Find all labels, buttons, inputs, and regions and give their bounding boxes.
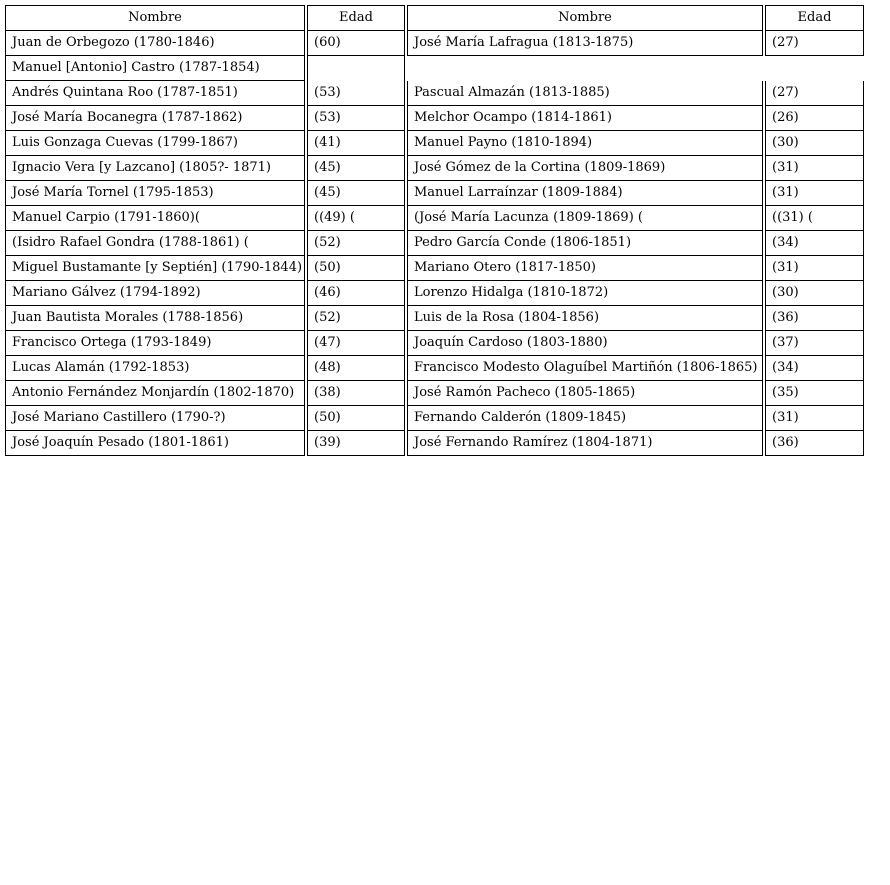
right-age-cell: (27) xyxy=(765,31,864,56)
table-row xyxy=(5,156,864,181)
left-name-cell: Lucas Alamán (1792-1853) xyxy=(5,356,305,381)
right-name-cell: (José María Lacunza (1809-1869) ( xyxy=(407,206,763,231)
right-name-cell: José Gómez de la Cortina (1809-1869) xyxy=(407,156,763,181)
table-row xyxy=(5,381,864,406)
table-row xyxy=(5,181,864,206)
right-age-cell: (27) xyxy=(765,81,864,106)
left-name-cell: José María Bocanegra (1787-1862) xyxy=(5,106,305,131)
left-name-cell: Juan Bautista Morales (1788-1856) xyxy=(5,306,305,331)
left-name-cell: Luis Gonzaga Cuevas (1799-1867) xyxy=(5,131,305,156)
table-row xyxy=(5,56,864,81)
right-name-cell: Manuel Payno (1810-1894) xyxy=(407,131,763,156)
right-age-cell: (26) xyxy=(765,106,864,131)
right-age-cell: (36) xyxy=(765,431,864,456)
table-row xyxy=(5,206,864,231)
left-age-cell: (50) xyxy=(307,406,405,431)
left-age-cell: (52) xyxy=(307,231,405,256)
table-row xyxy=(5,256,864,281)
left-age-cell: (53) xyxy=(307,81,405,106)
right-name-cell: Pascual Almazán (1813-1885) xyxy=(407,81,763,106)
left-name-cell: (Isidro Rafael Gondra (1788-1861) ( xyxy=(5,231,305,256)
left-name-cell: Juan de Orbegozo (1780-1846) xyxy=(5,31,305,56)
header-nombre-left: Nombre xyxy=(5,5,305,31)
right-name-cell: Fernando Calderón (1809-1845) xyxy=(407,406,763,431)
left-age-cell xyxy=(307,56,405,81)
table-row xyxy=(5,106,864,131)
left-name-cell: Miguel Bustamante [y Septién] (1790-1844) xyxy=(5,256,305,281)
left-name-cell: Ignacio Vera [y Lazcano] (1805?- 1871) xyxy=(5,156,305,181)
left-name-cell: Antonio Fernández Monjardín (1802-1870) xyxy=(5,381,305,406)
left-age-cell: (45) xyxy=(307,181,405,206)
members-table xyxy=(3,5,866,456)
right-age-cell: (34) xyxy=(765,356,864,381)
right-age-cell: (31) xyxy=(765,181,864,206)
right-age-cell: (31) xyxy=(765,156,864,181)
left-age-cell: (39) xyxy=(307,431,405,456)
left-age-cell: (46) xyxy=(307,281,405,306)
left-age-cell: (41) xyxy=(307,131,405,156)
table-header-row xyxy=(5,5,864,31)
right-name-cell: Pedro García Conde (1806-1851) xyxy=(407,231,763,256)
table-row xyxy=(5,331,864,356)
page-content xyxy=(5,5,866,456)
right-age-cell: (35) xyxy=(765,381,864,406)
right-name-cell: Francisco Modesto Olaguíbel Martiñón (1806-1865) xyxy=(407,356,763,381)
left-name-cell: José Joaquín Pesado (1801-1861) xyxy=(5,431,305,456)
right-name-cell: José María Lafragua (1813-1875) xyxy=(407,31,763,56)
table-row xyxy=(5,131,864,156)
right-age-cell: (34) xyxy=(765,231,864,256)
left-age-cell: (47) xyxy=(307,331,405,356)
table-row xyxy=(5,306,864,331)
left-name-cell: Mariano Gálvez (1794-1892) xyxy=(5,281,305,306)
right-name-cell: José Fernando Ramírez (1804-1871) xyxy=(407,431,763,456)
right-age-cell: (31) xyxy=(765,406,864,431)
left-name-cell: Francisco Ortega (1793-1849) xyxy=(5,331,305,356)
left-age-cell: ((49) ( xyxy=(307,206,405,231)
left-name-cell: Andrés Quintana Roo (1787-1851) xyxy=(5,81,305,106)
left-name-cell: Manuel [Antonio] Castro (1787-1854) xyxy=(5,56,305,81)
right-name-cell: Luis de la Rosa (1804-1856) xyxy=(407,306,763,331)
right-age-cell: ((31) ( xyxy=(765,206,864,231)
table-row xyxy=(5,431,864,456)
left-age-cell: (52) xyxy=(307,306,405,331)
right-name-cell xyxy=(407,56,763,81)
left-age-cell: (53) xyxy=(307,106,405,131)
table-row xyxy=(5,406,864,431)
right-age-cell: (36) xyxy=(765,306,864,331)
right-age-cell: (37) xyxy=(765,331,864,356)
right-name-cell: Manuel Larraínzar (1809-1884) xyxy=(407,181,763,206)
table-row xyxy=(5,356,864,381)
header-edad-right: Edad xyxy=(765,5,864,31)
right-age-cell xyxy=(765,56,864,81)
right-age-cell: (30) xyxy=(765,131,864,156)
table-row xyxy=(5,281,864,306)
right-name-cell: Joaquín Cardoso (1803-1880) xyxy=(407,331,763,356)
left-age-cell: (38) xyxy=(307,381,405,406)
left-age-cell: (48) xyxy=(307,356,405,381)
right-age-cell: (31) xyxy=(765,256,864,281)
header-nombre-right: Nombre xyxy=(407,5,763,31)
right-name-cell: Melchor Ocampo (1814-1861) xyxy=(407,106,763,131)
left-name-cell: José María Tornel (1795-1853) xyxy=(5,181,305,206)
left-age-cell: (45) xyxy=(307,156,405,181)
right-name-cell: Mariano Otero (1817-1850) xyxy=(407,256,763,281)
left-name-cell: José Mariano Castillero (1790-?) xyxy=(5,406,305,431)
table-row xyxy=(5,231,864,256)
left-name-cell: Manuel Carpio (1791-1860)( xyxy=(5,206,305,231)
right-name-cell: Lorenzo Hidalga (1810-1872) xyxy=(407,281,763,306)
table-row xyxy=(5,81,864,106)
left-age-cell: (60) xyxy=(307,31,405,56)
right-age-cell: (30) xyxy=(765,281,864,306)
right-name-cell: José Ramón Pacheco (1805-1865) xyxy=(407,381,763,406)
table-row xyxy=(5,31,864,56)
left-age-cell: (50) xyxy=(307,256,405,281)
header-edad-left: Edad xyxy=(307,5,405,31)
